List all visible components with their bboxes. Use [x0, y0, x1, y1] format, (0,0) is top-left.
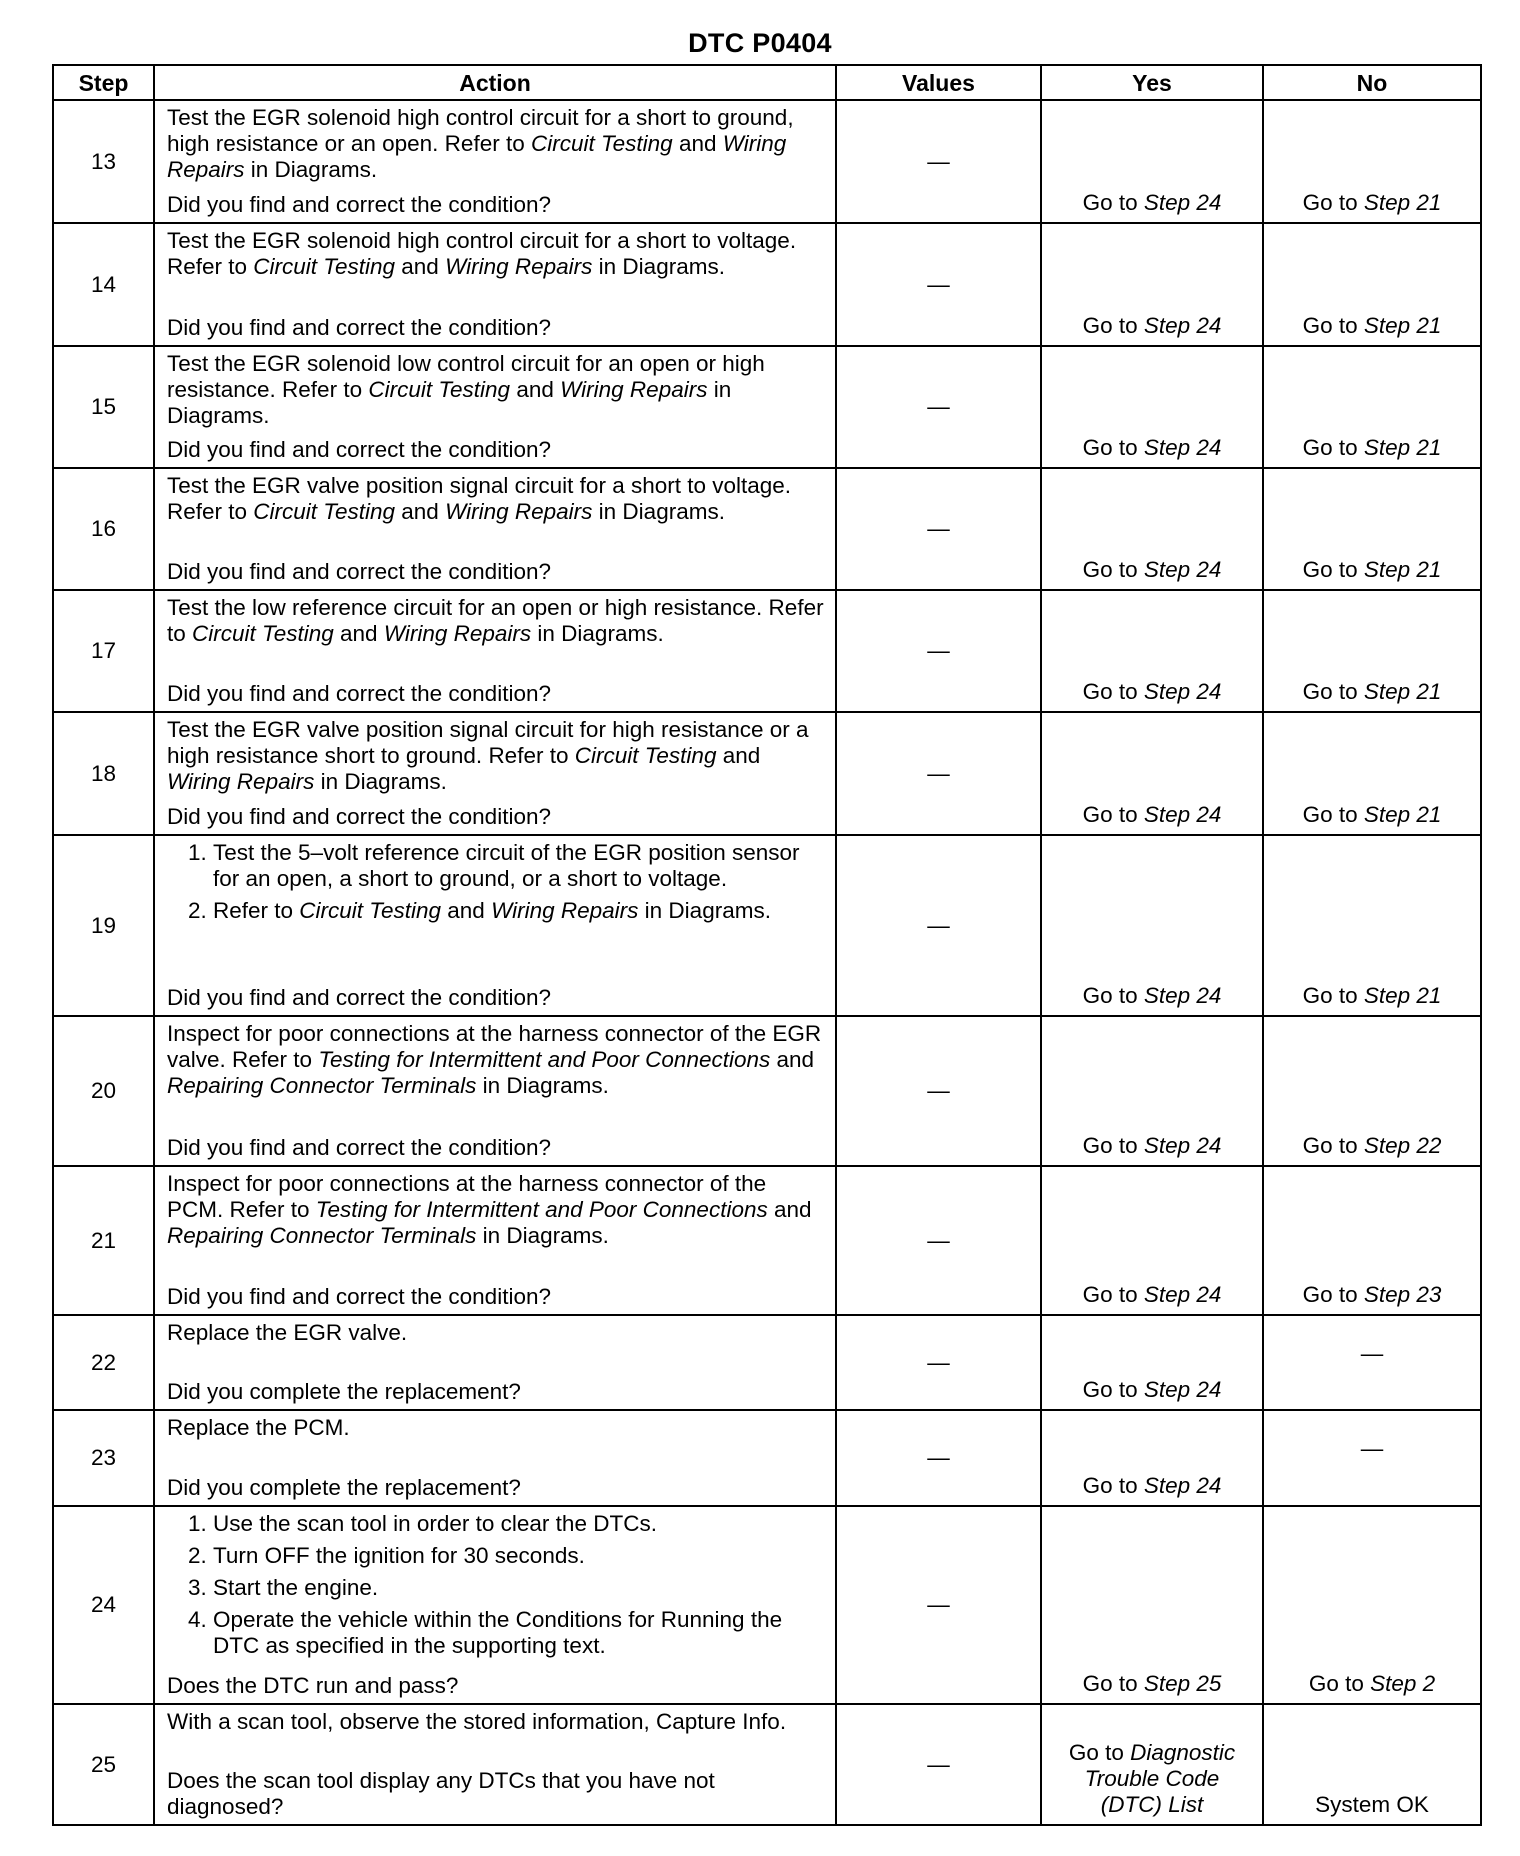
- action-question: Did you complete the replacement?: [167, 1475, 521, 1500]
- action-text: [167, 717, 825, 795]
- action-text-segment: in Diagrams.: [167, 377, 732, 428]
- step-number: 20: [53, 1016, 154, 1166]
- action-question: Did you find and correct the condition?: [167, 559, 551, 584]
- action-question: Did you find and correct the condition?: [167, 985, 551, 1010]
- yes-goto-step-link[interactable]: Step 24: [1143, 679, 1222, 704]
- no-goto-prefix: Go to: [1302, 1133, 1364, 1158]
- yes-cell: [1041, 468, 1263, 590]
- action-question: Did you find and correct the condition?: [167, 681, 551, 706]
- values-cell: —: [836, 1506, 1041, 1704]
- no-cell: [1263, 100, 1481, 223]
- action-text: [167, 228, 825, 280]
- action-cell: [154, 1166, 836, 1315]
- yes-goto-prefix: Go to: [1082, 1282, 1144, 1307]
- yes-cell: [1041, 1410, 1263, 1506]
- diagnostic-table: [52, 64, 1482, 1826]
- action-question: Did you find and correct the condition?: [167, 1135, 551, 1160]
- action-step-item: [213, 1607, 825, 1659]
- yes-goto-prefix: Go to: [1082, 802, 1144, 827]
- table-row: [53, 346, 1481, 468]
- reference-link-text: Wiring Repairs: [383, 621, 532, 646]
- reference-link-text: Testing for Intermittent and Poor Connections: [318, 1047, 771, 1072]
- yes-goto-prefix: Go to: [1082, 679, 1144, 704]
- action-question: Did you find and correct the condition?: [167, 1284, 551, 1309]
- step-number: 18: [53, 712, 154, 835]
- yes-goto-step-link[interactable]: Step 24: [1143, 435, 1222, 460]
- action-text-segment: Test the EGR solenoid low control circuit for an open or high resistance. Refer to: [167, 351, 765, 402]
- reference-link-text: Repairing Connector Terminals: [167, 1073, 477, 1098]
- yes-cell: [1041, 1704, 1263, 1825]
- table-row: [53, 835, 1481, 1016]
- page-title: DTC P0404: [688, 28, 832, 58]
- table-body: [53, 100, 1481, 1825]
- action-question: Does the DTC run and pass?: [167, 1673, 459, 1698]
- action-text-segment: Refer to: [213, 898, 300, 923]
- action-cell: [154, 468, 836, 590]
- yes-goto-step-link[interactable]: Step 24: [1143, 1377, 1222, 1402]
- action-question: Did you find and correct the condition?: [167, 437, 551, 462]
- values-cell: —: [836, 1704, 1041, 1825]
- action-step-item: [213, 898, 825, 924]
- table-row: [53, 468, 1481, 590]
- step-number: 13: [53, 100, 154, 223]
- reference-link-text: Wiring Repairs: [560, 377, 708, 402]
- no-goto-step-link[interactable]: Step 23: [1363, 1282, 1442, 1307]
- no-cell: [1263, 1506, 1481, 1704]
- yes-goto-step-link[interactable]: Step 24: [1143, 983, 1222, 1008]
- action-text-segment: and: [770, 1047, 815, 1072]
- action-text-segment: Test the EGR solenoid high control circuit for a short to ground, high resistance or an open. Refer to: [167, 105, 794, 156]
- table-header-row: [53, 65, 1481, 100]
- yes-goto-prefix: Go to: [1082, 435, 1144, 460]
- no-cell: [1263, 468, 1481, 590]
- yes-goto-step-link[interactable]: Step 24: [1143, 1282, 1222, 1307]
- yes-cell: [1041, 712, 1263, 835]
- action-text-segment: and: [395, 499, 446, 524]
- column-header-no: No: [1263, 65, 1481, 100]
- no-goto-prefix: Go to: [1308, 1671, 1371, 1696]
- yes-goto-prefix: Go to: [1082, 1133, 1144, 1158]
- yes-cell: [1041, 590, 1263, 712]
- step-number: 15: [53, 346, 154, 468]
- action-text-segment: Turn OFF the ignition for 30 seconds.: [213, 1543, 585, 1568]
- values-cell: —: [836, 468, 1041, 590]
- action-text-segment: and: [333, 621, 384, 646]
- action-text-segment: and: [441, 898, 492, 923]
- action-cell: [154, 590, 836, 712]
- values-cell: —: [836, 1410, 1041, 1506]
- table-row: [53, 590, 1481, 712]
- no-cell: [1263, 1166, 1481, 1315]
- table-row: [53, 1410, 1481, 1506]
- no-goto-prefix: Go to: [1302, 983, 1364, 1008]
- table-row: [53, 1315, 1481, 1410]
- step-number: 14: [53, 223, 154, 346]
- action-text-segment: Replace the PCM.: [167, 1415, 350, 1440]
- action-steps-list: [167, 840, 825, 924]
- action-cell: [154, 1315, 836, 1410]
- reference-link-text: Circuit Testing: [253, 254, 396, 279]
- action-text-segment: in Diagrams.: [244, 157, 378, 182]
- values-cell: —: [836, 223, 1041, 346]
- reference-link-text: Circuit Testing: [192, 621, 334, 646]
- no-goto-step-link[interactable]: Step 21: [1363, 983, 1442, 1008]
- action-text-segment: in Diagrams.: [531, 621, 664, 646]
- values-cell: —: [836, 835, 1041, 1016]
- no-goto-step-link[interactable]: Step 22: [1363, 1133, 1442, 1158]
- action-step-item: [213, 1575, 825, 1601]
- step-number: 25: [53, 1704, 154, 1825]
- action-text: [167, 595, 825, 647]
- action-text-segment: Test the EGR valve position signal circuit for a short to voltage. Refer to: [167, 473, 792, 524]
- action-cell: [154, 1410, 836, 1506]
- table-row: [53, 1704, 1481, 1825]
- yes-cell: [1041, 223, 1263, 346]
- no-result-text: —: [1360, 1340, 1384, 1366]
- action-text-segment: in Diagrams.: [592, 254, 725, 279]
- no-goto-prefix: Go to: [1302, 435, 1364, 460]
- reference-link-text: Circuit Testing: [253, 499, 396, 524]
- yes-goto-step-link[interactable]: Step 24: [1143, 802, 1222, 827]
- action-text: [167, 473, 825, 525]
- action-step-item: [213, 1543, 825, 1569]
- no-cell: [1263, 590, 1481, 712]
- action-cell: [154, 835, 836, 1016]
- reference-link-text: Repairing Connector Terminals: [167, 1223, 477, 1248]
- yes-goto-step-link[interactable]: Step 24: [1143, 1473, 1222, 1498]
- no-cell: [1263, 346, 1481, 468]
- action-steps-list: [167, 1511, 825, 1659]
- reference-link-text: Circuit Testing: [574, 743, 717, 768]
- no-cell: [1263, 1410, 1481, 1506]
- no-goto-prefix: Go to: [1302, 313, 1364, 338]
- step-number: 17: [53, 590, 154, 712]
- no-goto-step-link[interactable]: Step 21: [1363, 802, 1442, 827]
- values-cell: —: [836, 590, 1041, 712]
- no-goto-prefix: Go to: [1302, 1282, 1364, 1307]
- no-goto-step-link[interactable]: Step 21: [1363, 313, 1442, 338]
- yes-cell: [1041, 1506, 1263, 1704]
- yes-goto-prefix: Go to: [1082, 557, 1144, 582]
- action-step-item: [213, 840, 825, 892]
- yes-goto-step-link[interactable]: Step 24: [1143, 313, 1222, 338]
- reference-link-text: Circuit Testing: [530, 131, 673, 156]
- yes-cell: [1041, 1016, 1263, 1166]
- yes-goto-step-link[interactable]: Diagnostic Trouble Code (DTC) List: [1084, 1740, 1236, 1817]
- yes-goto-prefix: Go to: [1082, 190, 1144, 215]
- values-cell: —: [836, 346, 1041, 468]
- no-goto-prefix: Go to: [1302, 557, 1364, 582]
- yes-goto-step-link[interactable]: Step 24: [1143, 557, 1222, 582]
- yes-goto-step-link[interactable]: Step 24: [1143, 1133, 1222, 1158]
- action-text-segment: in Diagrams.: [592, 499, 725, 524]
- reference-link-text: Testing for Intermittent and Poor Connections: [315, 1197, 768, 1222]
- yes-goto-prefix: Go to: [1082, 1377, 1144, 1402]
- action-text-segment: Inspect for poor connections at the harness connector of the PCM. Refer to: [167, 1171, 767, 1222]
- action-text-segment: in Diagrams.: [476, 1223, 609, 1248]
- action-text: [167, 105, 825, 183]
- reference-link-text: Wiring Repairs: [167, 769, 315, 794]
- action-text-segment: in Diagrams.: [638, 898, 771, 923]
- action-question: Did you complete the replacement?: [167, 1379, 521, 1404]
- action-question: Did you find and correct the condition?: [167, 192, 551, 217]
- action-text-segment: and: [716, 743, 761, 768]
- step-number: 21: [53, 1166, 154, 1315]
- values-cell: —: [836, 1315, 1041, 1410]
- yes-cell: [1041, 835, 1263, 1016]
- no-goto-step-link[interactable]: Step 21: [1363, 557, 1442, 582]
- action-text-segment: Test the 5–volt reference circuit of the EGR position sensor for an open, a short to ground, or a short to voltage.: [213, 840, 800, 891]
- action-text-segment: With a scan tool, observe the stored information, Capture Info.: [167, 1709, 787, 1734]
- no-result-text: System OK: [1315, 1792, 1429, 1817]
- action-text: [167, 1021, 825, 1099]
- yes-goto-prefix: Go to: [1068, 1740, 1131, 1765]
- values-cell: —: [836, 1166, 1041, 1315]
- action-text-segment: and: [672, 131, 723, 156]
- no-result-text: —: [1360, 1436, 1384, 1461]
- yes-cell: [1041, 100, 1263, 223]
- action-text-segment: Test the EGR solenoid high control circuit for a short to voltage. Refer to: [167, 228, 797, 279]
- action-text-segment: and: [510, 377, 561, 402]
- yes-cell: [1041, 346, 1263, 468]
- action-question: Did you find and correct the condition?: [167, 315, 551, 340]
- yes-cell: [1041, 1166, 1263, 1315]
- action-cell: [154, 1506, 836, 1704]
- action-text-segment: and: [395, 254, 446, 279]
- action-text-segment: Use the scan tool in order to clear the DTCs.: [213, 1511, 657, 1536]
- values-cell: —: [836, 712, 1041, 835]
- action-cell: [154, 100, 836, 223]
- column-header-values: Values: [836, 65, 1041, 100]
- step-number: 22: [53, 1315, 154, 1410]
- action-text-segment: Test the EGR valve position signal circuit for high resistance or a high resistance short to ground. Refer to: [167, 717, 809, 768]
- action-cell: [154, 1016, 836, 1166]
- table-row: [53, 712, 1481, 835]
- no-cell: [1263, 1016, 1481, 1166]
- no-cell: [1263, 1315, 1481, 1410]
- no-goto-prefix: Go to: [1302, 190, 1364, 215]
- table-row: [53, 1506, 1481, 1704]
- no-goto-prefix: Go to: [1302, 679, 1364, 704]
- no-cell: [1263, 835, 1481, 1016]
- action-step-item: [213, 1511, 825, 1537]
- step-number: 24: [53, 1506, 154, 1704]
- step-number: 16: [53, 468, 154, 590]
- action-text-segment: Operate the vehicle within the Conditions for Running the DTC as specified in the supporting text.: [213, 1607, 783, 1658]
- no-goto-step-link[interactable]: Step 21: [1363, 190, 1442, 215]
- no-cell: [1263, 1704, 1481, 1825]
- reference-link-text: Wiring Repairs: [445, 499, 593, 524]
- yes-goto-step-link[interactable]: Step 24: [1143, 190, 1222, 215]
- action-text: [167, 1171, 825, 1249]
- no-goto-step-link[interactable]: Step 2: [1370, 1671, 1436, 1696]
- values-cell: —: [836, 1016, 1041, 1166]
- table-row: [53, 100, 1481, 223]
- column-header-yes: Yes: [1041, 65, 1263, 100]
- column-header-step: Step: [53, 65, 154, 100]
- action-text: [167, 840, 825, 930]
- reference-link-text: Wiring Repairs: [491, 898, 639, 923]
- action-text: [167, 1709, 825, 1735]
- no-goto-prefix: Go to: [1302, 802, 1364, 827]
- yes-cell: [1041, 1315, 1263, 1410]
- yes-goto-prefix: Go to: [1082, 313, 1144, 338]
- action-text: [167, 1320, 825, 1346]
- table-row: [53, 223, 1481, 346]
- yes-goto-step-link[interactable]: Step 25: [1143, 1671, 1222, 1696]
- action-question: Did you find and correct the condition?: [167, 804, 551, 829]
- values-cell: —: [836, 100, 1041, 223]
- action-text-segment: and: [767, 1197, 812, 1222]
- step-number: 23: [53, 1410, 154, 1506]
- yes-goto-prefix: Go to: [1082, 983, 1144, 1008]
- action-text-segment: Inspect for poor connections at the harness connector of the EGR valve. Refer to: [167, 1021, 822, 1072]
- column-header-action: Action: [154, 65, 836, 100]
- yes-goto-prefix: Go to: [1082, 1473, 1144, 1498]
- action-cell: [154, 346, 836, 468]
- action-cell: [154, 1704, 836, 1825]
- action-question: Does the scan tool display any DTCs that you have not diagnosed?: [167, 1768, 715, 1819]
- yes-goto-prefix: Go to: [1082, 1671, 1144, 1696]
- action-text-segment: Replace the EGR valve.: [167, 1320, 408, 1345]
- action-text: [167, 1415, 825, 1441]
- reference-link-text: Circuit Testing: [299, 898, 442, 923]
- action-text-segment: in Diagrams.: [476, 1073, 609, 1098]
- table-row: [53, 1166, 1481, 1315]
- no-cell: [1263, 223, 1481, 346]
- action-text-segment: Test the low reference circuit for an open or high resistance. Refer to: [167, 595, 824, 646]
- no-goto-step-link[interactable]: Step 21: [1363, 679, 1442, 704]
- no-goto-step-link[interactable]: Step 21: [1363, 435, 1442, 460]
- reference-link-text: Circuit Testing: [368, 377, 511, 402]
- reference-link-text: Wiring Repairs: [167, 131, 787, 182]
- action-cell: [154, 223, 836, 346]
- no-cell: [1263, 712, 1481, 835]
- reference-link-text: Wiring Repairs: [445, 254, 593, 279]
- table-row: [53, 1016, 1481, 1166]
- action-text: [167, 351, 825, 429]
- action-text: [167, 1511, 825, 1665]
- action-text-segment: in Diagrams.: [314, 769, 447, 794]
- step-number: 19: [53, 835, 154, 1016]
- action-text-segment: Start the engine.: [213, 1575, 379, 1600]
- action-cell: [154, 712, 836, 835]
